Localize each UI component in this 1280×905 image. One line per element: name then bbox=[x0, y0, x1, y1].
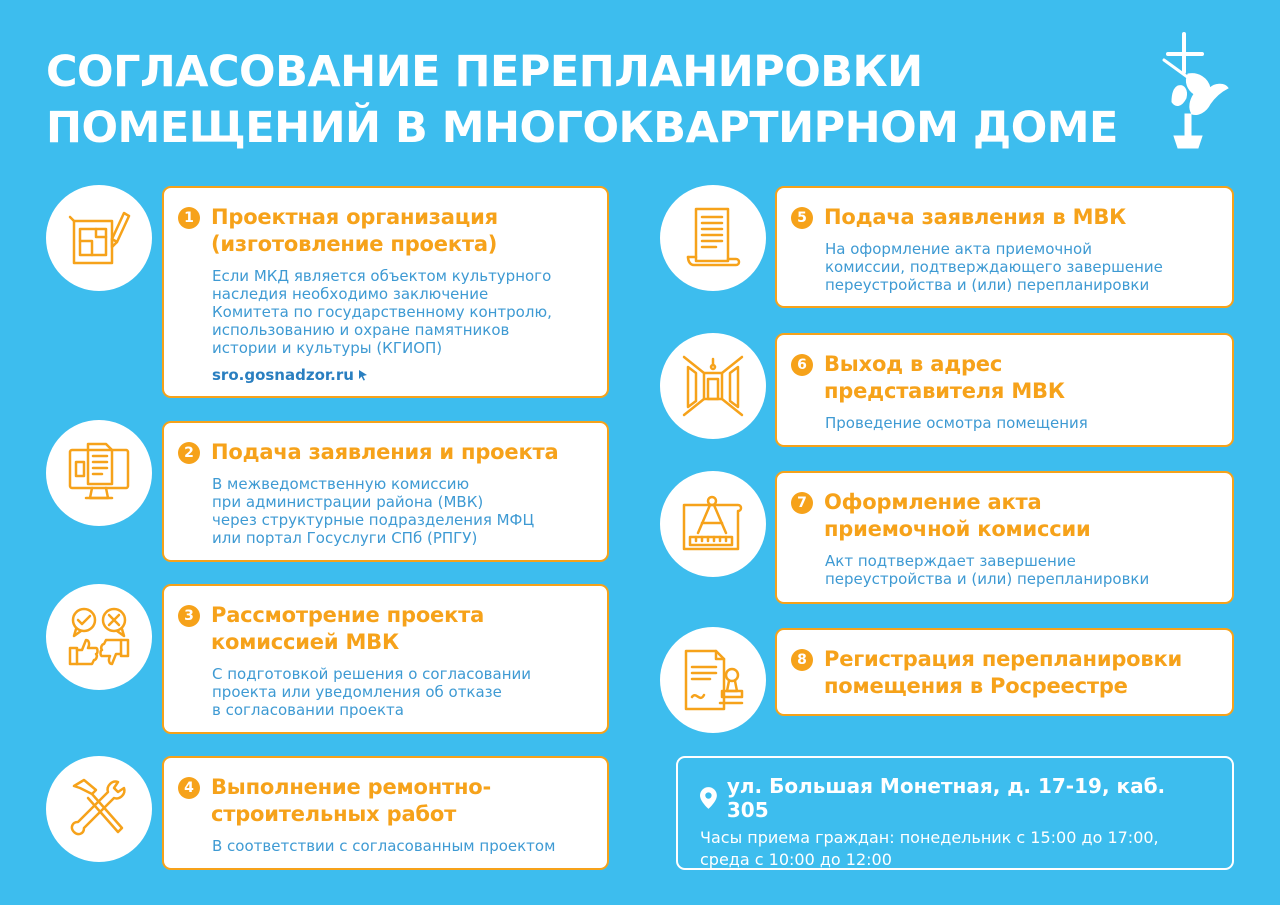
step-number-badge: 3 bbox=[178, 605, 200, 627]
step-description: В соответствии с согласованным проектом bbox=[212, 837, 556, 855]
corridor-icon bbox=[680, 353, 746, 419]
step-8-icon-circle bbox=[660, 627, 766, 733]
step-number-badge: 6 bbox=[791, 354, 813, 376]
step-title: Проектная организация (изготовление проекта) bbox=[211, 205, 498, 256]
step-title: Подача заявления в МВК bbox=[824, 205, 1127, 229]
step-7-icon-circle bbox=[660, 471, 766, 577]
step-6-card bbox=[775, 333, 1234, 447]
step-description: На оформление акта приемочной комиссии, подтверждающего завершение переустройства и (или) перепланировки bbox=[825, 240, 1163, 294]
step-number-badge: 8 bbox=[791, 649, 813, 671]
step-5-card bbox=[775, 186, 1234, 308]
step-description: Акт подтверждает завершение переустройства и (или) перепланировки bbox=[825, 552, 1150, 588]
tools-icon bbox=[66, 776, 132, 842]
document-scroll-icon bbox=[680, 205, 746, 271]
step-3-icon-circle bbox=[46, 584, 152, 690]
monitor-document-icon bbox=[66, 440, 132, 506]
step-5-icon-circle bbox=[660, 185, 766, 291]
step-number-badge: 5 bbox=[791, 207, 813, 229]
step-title: Регистрация перепланировки помещения в Росреестре bbox=[824, 647, 1183, 698]
angel-spire-logo bbox=[1158, 32, 1232, 154]
page-title bbox=[46, 44, 1126, 156]
step-description: Если МКД является объектом культурного наследия необходимо заключение Комитета по государственному контролю, использованию и охране памятников истории и культуры (КГИОП) bbox=[212, 267, 552, 357]
step-title: Оформление акта приемочной комиссии bbox=[824, 490, 1091, 541]
step-description: В межведомственную комиссию при администрации района (МВК) через структурные подразделения МФЦ или портал Госуслуги СПб (РПГУ) bbox=[212, 475, 535, 547]
step-description: Проведение осмотра помещения bbox=[825, 414, 1088, 432]
step-2-icon-circle bbox=[46, 420, 152, 526]
step-number-badge: 7 bbox=[791, 492, 813, 514]
page-title-line-2: ПОМЕЩЕНИЙ В МНОГОКВАРТИРНОМ ДОМЕ bbox=[46, 103, 1118, 153]
step-8-card bbox=[775, 628, 1234, 716]
drafting-compass-icon bbox=[680, 491, 746, 557]
step-4-icon-circle bbox=[46, 756, 152, 862]
step-title: Выход в адрес представителя МВК bbox=[824, 352, 1065, 403]
step-1-icon-circle bbox=[46, 185, 152, 291]
step-title: Рассмотрение проекта комиссией МВК bbox=[211, 603, 485, 654]
gosnadzor-link-label: sro.gosnadzor.ru bbox=[212, 366, 354, 384]
approve-reject-icon bbox=[66, 604, 132, 670]
stamp-document-icon bbox=[680, 647, 746, 713]
step-6-icon-circle bbox=[660, 333, 766, 439]
reception-hours: Часы приема граждан: понедельник с 15:00 до 17:00, среда с 10:00 до 12:00 bbox=[700, 828, 1159, 869]
step-number-badge: 4 bbox=[178, 777, 200, 799]
step-2-card bbox=[162, 421, 609, 562]
office-address: ул. Большая Монетная, д. 17-19, каб. 305 bbox=[726, 774, 1166, 822]
step-title: Выполнение ремонтно- строительных работ bbox=[211, 775, 492, 826]
step-7-card bbox=[775, 471, 1234, 604]
page-title-line-1: СОГЛАСОВАНИЕ ПЕРЕПЛАНИРОВКИ bbox=[46, 47, 923, 97]
location-pin-icon bbox=[700, 787, 717, 809]
step-description: С подготовкой решения о согласовании проекта или уведомления об отказе в согласовании проекта bbox=[212, 665, 532, 719]
step-title: Подача заявления и проекта bbox=[211, 440, 559, 464]
step-number-badge: 1 bbox=[178, 207, 200, 229]
step-1-card bbox=[162, 186, 609, 398]
step-number-badge: 2 bbox=[178, 442, 200, 464]
step-3-card bbox=[162, 584, 609, 734]
floor-plan-icon bbox=[66, 205, 132, 271]
step-4-card bbox=[162, 756, 609, 870]
gosnadzor-link[interactable] bbox=[212, 366, 369, 384]
cursor-icon bbox=[357, 369, 369, 381]
contact-box bbox=[676, 756, 1234, 870]
